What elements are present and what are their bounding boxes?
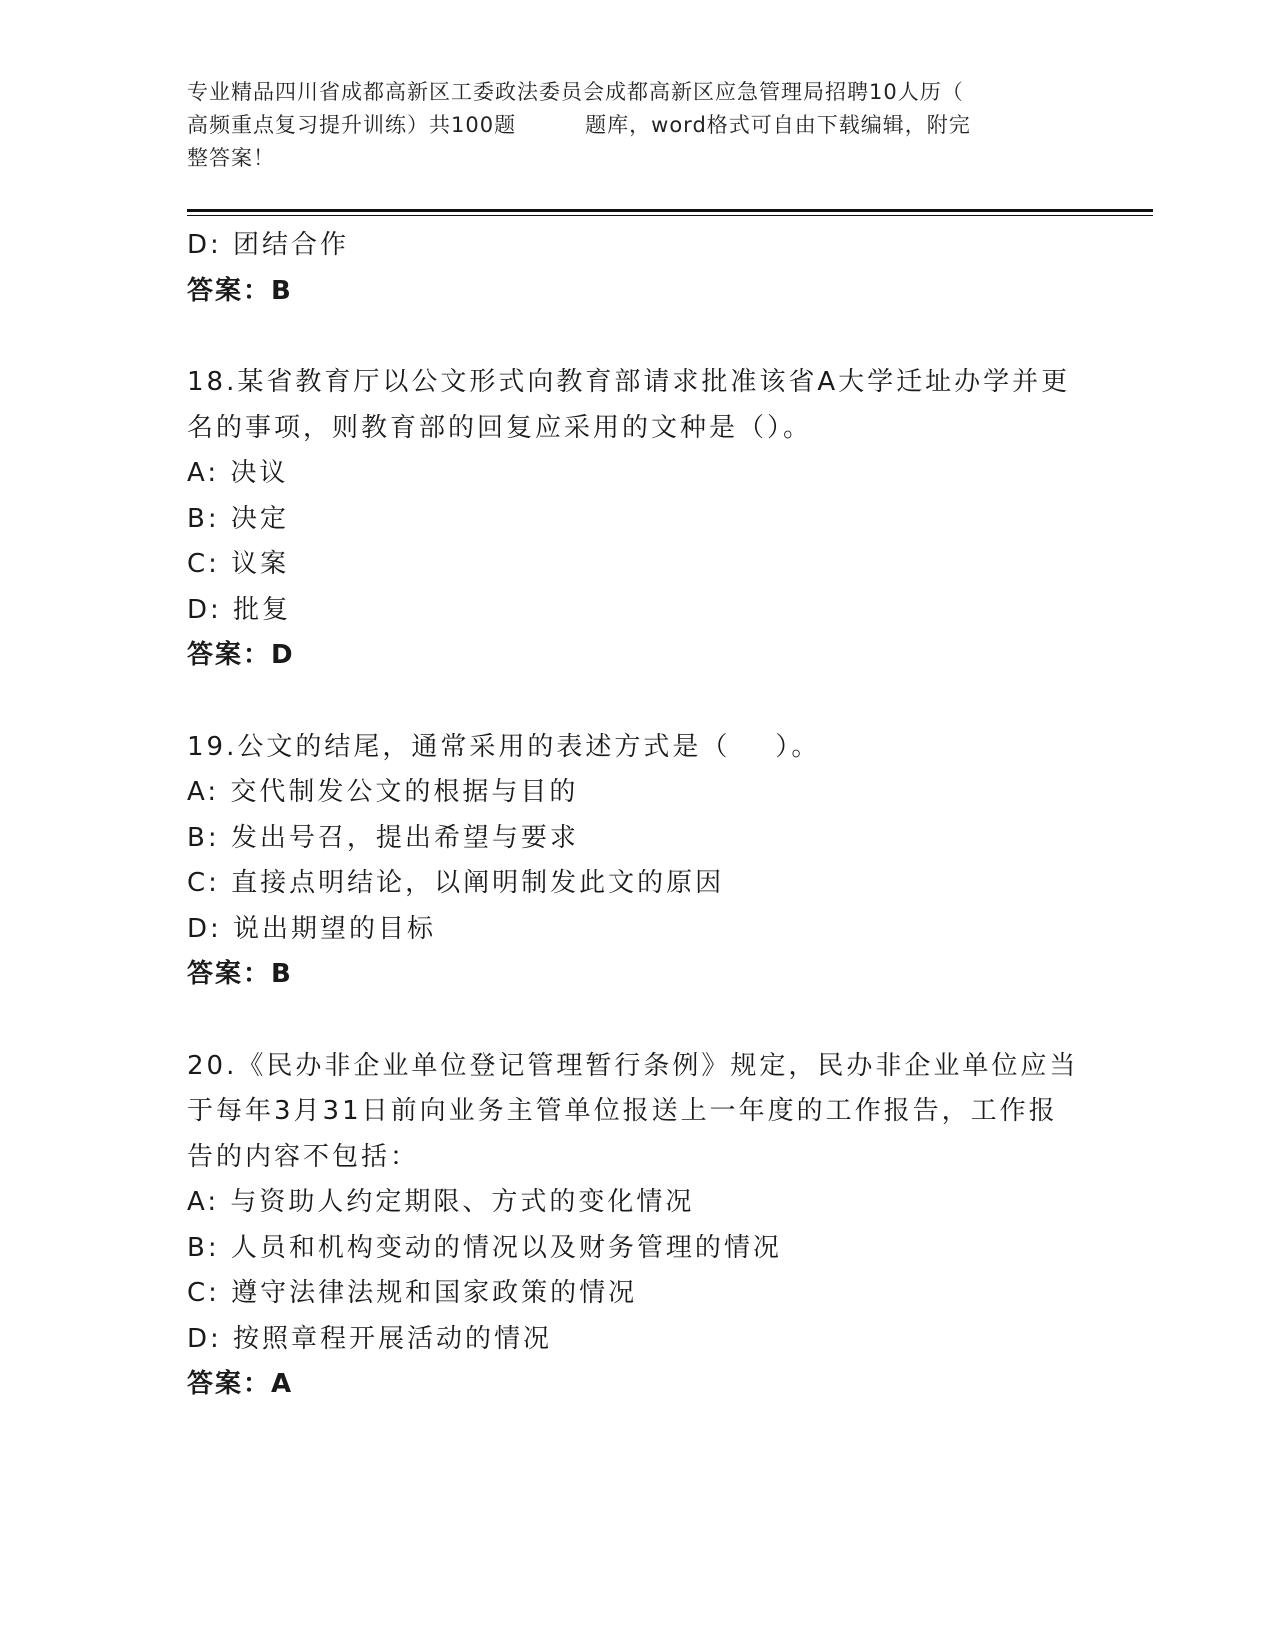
question-18 bbox=[187, 360, 1087, 679]
option-c: C: 遵守法律法规和国家政策的情况 bbox=[187, 1278, 638, 1308]
header-divider-thin bbox=[187, 215, 1153, 216]
option-b: B: 人员和机构变动的情况以及财务管理的情况 bbox=[187, 1232, 782, 1263]
document-header bbox=[187, 76, 1087, 175]
option-b: B: 发出号召，提出希望与要求 bbox=[187, 822, 579, 853]
option-c: C: 直接点明结论，以阐明制发此文的原因 bbox=[187, 868, 725, 898]
question-20 bbox=[187, 1044, 1087, 1408]
question-stem-line: 名的事项，则教育部的回复应采用的文种是（）。 bbox=[187, 412, 813, 443]
spacer bbox=[187, 679, 1087, 725]
answer-line: 答案：B bbox=[187, 275, 293, 306]
option-d: D: 团结合作 bbox=[187, 230, 350, 260]
question-stem-line: 告的内容不包括： bbox=[187, 1141, 420, 1172]
answer-line: 答案：A bbox=[187, 1369, 294, 1399]
header-divider-thick bbox=[187, 209, 1153, 212]
option-a: A: 交代制发公文的根据与目的 bbox=[187, 777, 579, 807]
question-stem-line: 于每年3月31日前向业务主管单位报送上一年度的工作报告，工作报 bbox=[187, 1096, 1058, 1126]
question-stem-line: 19.公文的结尾，通常采用的表述方式是（ ）。 bbox=[187, 731, 821, 762]
spacer bbox=[187, 314, 1087, 360]
answer-line: 答案：D bbox=[187, 640, 295, 670]
question-content bbox=[187, 223, 1087, 1408]
header-title-line: 高频重点复习提升训练）共100题 题库，word格式可自由下载编辑，附完 bbox=[187, 113, 971, 137]
question-19 bbox=[187, 725, 1087, 998]
answer-line: 答案：B bbox=[187, 959, 293, 989]
option-c: C: 议案 bbox=[187, 549, 290, 579]
question-stem-line: 20.《民办非企业单位登记管理暂行条例》规定，民办非企业单位应当 bbox=[187, 1050, 1079, 1081]
option-d: D: 按照章程开展活动的情况 bbox=[187, 1323, 553, 1354]
option-a: A: 决议 bbox=[187, 458, 289, 488]
header-title-line: 整答案！ bbox=[187, 146, 275, 170]
option-b: B: 决定 bbox=[187, 503, 289, 534]
prev-question-tail bbox=[187, 223, 1087, 314]
option-d: D: 说出期望的目标 bbox=[187, 913, 437, 944]
option-a: A: 与资助人约定期限、方式的变化情况 bbox=[187, 1187, 695, 1217]
question-stem-line: 18.某省教育厅以公文形式向教育部请求批准该省A大学迁址办学并更 bbox=[187, 367, 1071, 397]
spacer bbox=[187, 998, 1087, 1044]
header-title-line: 专业精品四川省成都高新区工委政法委员会成都高新区应急管理局招聘10人历（ bbox=[187, 80, 964, 104]
option-d: D: 批复 bbox=[187, 594, 292, 625]
